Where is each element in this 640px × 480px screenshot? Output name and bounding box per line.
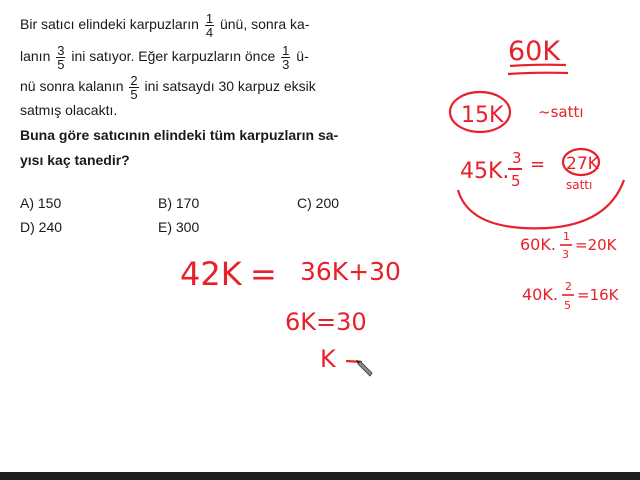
hand-sold1-note: ~sattı (538, 103, 584, 121)
hand-sold1: 15K (461, 103, 504, 128)
q-line2-a: lanın (20, 48, 51, 65)
hand-eq1-right: 36K+30 (300, 257, 401, 286)
hand-expr2: 60K. (520, 235, 556, 254)
hand-expr3-result: =16K (577, 286, 619, 304)
hand-expr2-num: 1 (563, 230, 570, 243)
hand-expr1-note: sattı (566, 178, 593, 192)
hand-total: 60K (508, 36, 561, 67)
hand-eq3: K (320, 345, 336, 373)
option-e: E) 300 (158, 219, 200, 235)
hand-expr2-den: 3 (562, 248, 569, 261)
option-d: D) 240 (20, 219, 63, 235)
q-line2-b: ini satıyor. Eğer karpuzların önce (71, 48, 276, 65)
q-line1-a: Bir satıcı elindeki karpuzların (20, 16, 199, 33)
q-line1-b: ünü, sonra ka- (219, 16, 310, 33)
underline-2 (508, 73, 568, 74)
option-c: C) 200 (297, 195, 340, 211)
hand-expr1: 45K. (460, 159, 510, 184)
q-line3-a: nü sonra kalanın (20, 78, 124, 95)
hand-expr1-result: 27K (566, 154, 599, 174)
underline-1 (510, 65, 566, 66)
hand-eq1-eq: = (250, 255, 277, 293)
option-b: B) 170 (158, 195, 200, 211)
q-line6: yısı kaç tanedir? (20, 152, 130, 168)
hand-expr1-num: 3 (512, 149, 522, 167)
fraction-1-4: $\frac{1}{4}$ (205, 11, 214, 40)
hand-expr1-den: 5 (511, 172, 521, 190)
hand-expr3-den: 5 (564, 299, 571, 312)
q-line2-c: ü- (296, 48, 309, 65)
pen-cursor-icon (356, 360, 372, 376)
fraction-1-3: $\frac{1}{3}$ (282, 43, 290, 72)
hand-expr2-result: =20K (575, 236, 617, 254)
hand-expr3-num: 2 (565, 280, 572, 293)
option-a: A) 150 (20, 195, 62, 211)
hand-expr3: 40K. (522, 285, 558, 304)
grouping-arc (458, 180, 624, 228)
hand-eq1-left: 42K (180, 255, 242, 293)
q-line3-b: ini satsaydı 30 karpuz eksik (144, 78, 316, 95)
fraction-2-5: $\frac{2}{5}$ (130, 73, 138, 102)
q-line5: Buna göre satıcının elindeki tüm karpuzların sa- (20, 127, 339, 143)
hand-eq2: 6K=30 (285, 308, 367, 336)
hand-expr1-eq: = (530, 154, 546, 175)
bottom-strip (0, 472, 640, 480)
q-line4: satmış olacaktı. (20, 102, 118, 118)
fraction-3-5: $\frac{3}{5}$ (57, 43, 65, 72)
